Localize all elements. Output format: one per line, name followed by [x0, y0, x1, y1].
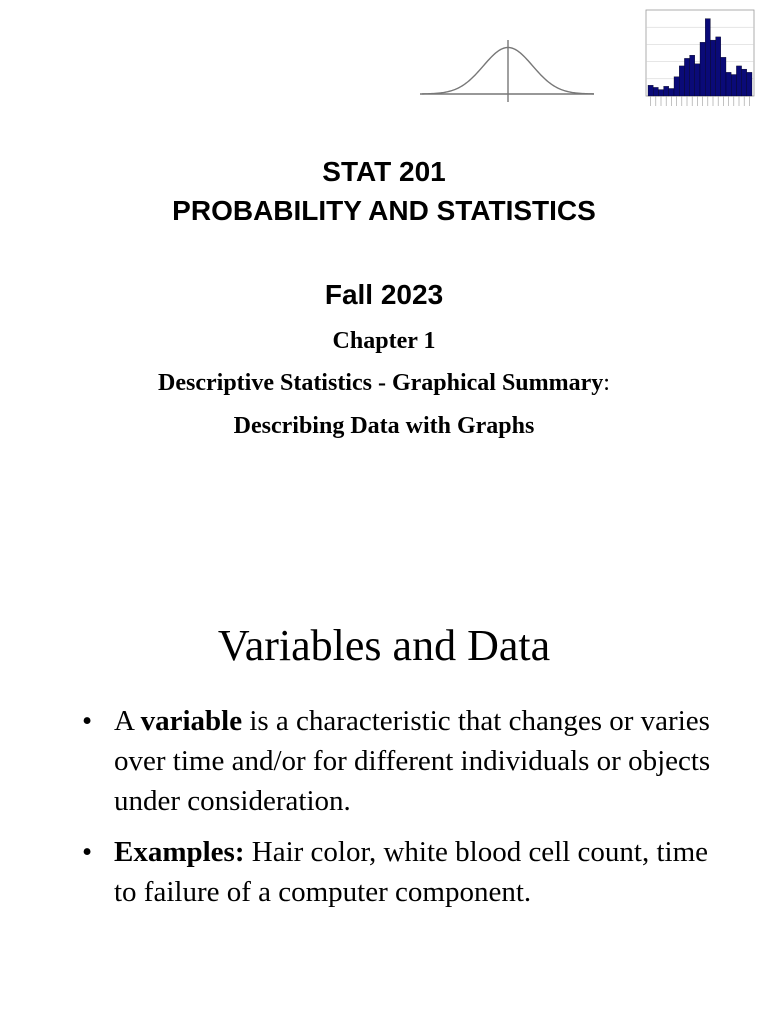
bullet-text: Hair color, white blood cell count, time to failure of a computer component. — [114, 836, 709, 908]
histogram-bar — [653, 87, 658, 96]
histogram-graphic — [634, 6, 758, 126]
chapter-subtitle — [0, 370, 768, 397]
histogram-bar — [721, 57, 726, 96]
histogram-bar — [664, 86, 669, 96]
histogram-bar — [742, 69, 747, 96]
histogram-bar — [716, 37, 721, 96]
list-item — [82, 701, 722, 821]
bullet-dot: • — [82, 705, 93, 737]
bullet-term: variable — [140, 705, 243, 737]
term: Fall 2023 — [324, 279, 444, 310]
histogram-bar — [658, 90, 663, 96]
histogram-ticks — [651, 96, 750, 106]
histogram-bars — [648, 19, 752, 96]
chapter-subtitle-main: Descriptive Statistics - Graphical Summary — [158, 370, 604, 396]
histogram-bar — [684, 58, 689, 96]
histogram-bar — [679, 66, 684, 96]
histogram-bar — [726, 72, 731, 96]
normal-curve-graphic — [418, 36, 596, 104]
histogram-bar — [747, 72, 752, 96]
histogram-bar — [700, 42, 705, 96]
list-item — [82, 832, 722, 912]
bullet-text: is a characteristic that changes or varies over time and/or for different individuals or objects under consideration. — [114, 705, 711, 817]
histogram-bar — [695, 64, 700, 96]
histogram-bar — [710, 40, 715, 96]
bullet-lead: A — [114, 705, 141, 737]
histogram-bar — [690, 55, 695, 96]
bullet-term: Examples: — [114, 836, 245, 868]
course-name: PROBABILITY AND STATISTICS — [172, 195, 596, 226]
course-code: STAT 201 — [322, 156, 446, 187]
histogram-bar — [648, 85, 653, 96]
histogram-bar — [705, 19, 710, 96]
bullet-list — [82, 701, 722, 923]
histogram-bar — [674, 77, 679, 96]
chapter-subtitle-colon: : — [603, 370, 610, 396]
section-title: Variables and Data — [217, 621, 551, 670]
chapter-label: Chapter 1 — [332, 328, 436, 354]
histogram-bar — [731, 75, 736, 97]
histogram-bar — [669, 88, 674, 96]
bullet-dot: • — [82, 836, 93, 868]
chapter-subtitle-second: Describing Data with Graphs — [233, 413, 535, 439]
histogram-bar — [736, 66, 741, 96]
